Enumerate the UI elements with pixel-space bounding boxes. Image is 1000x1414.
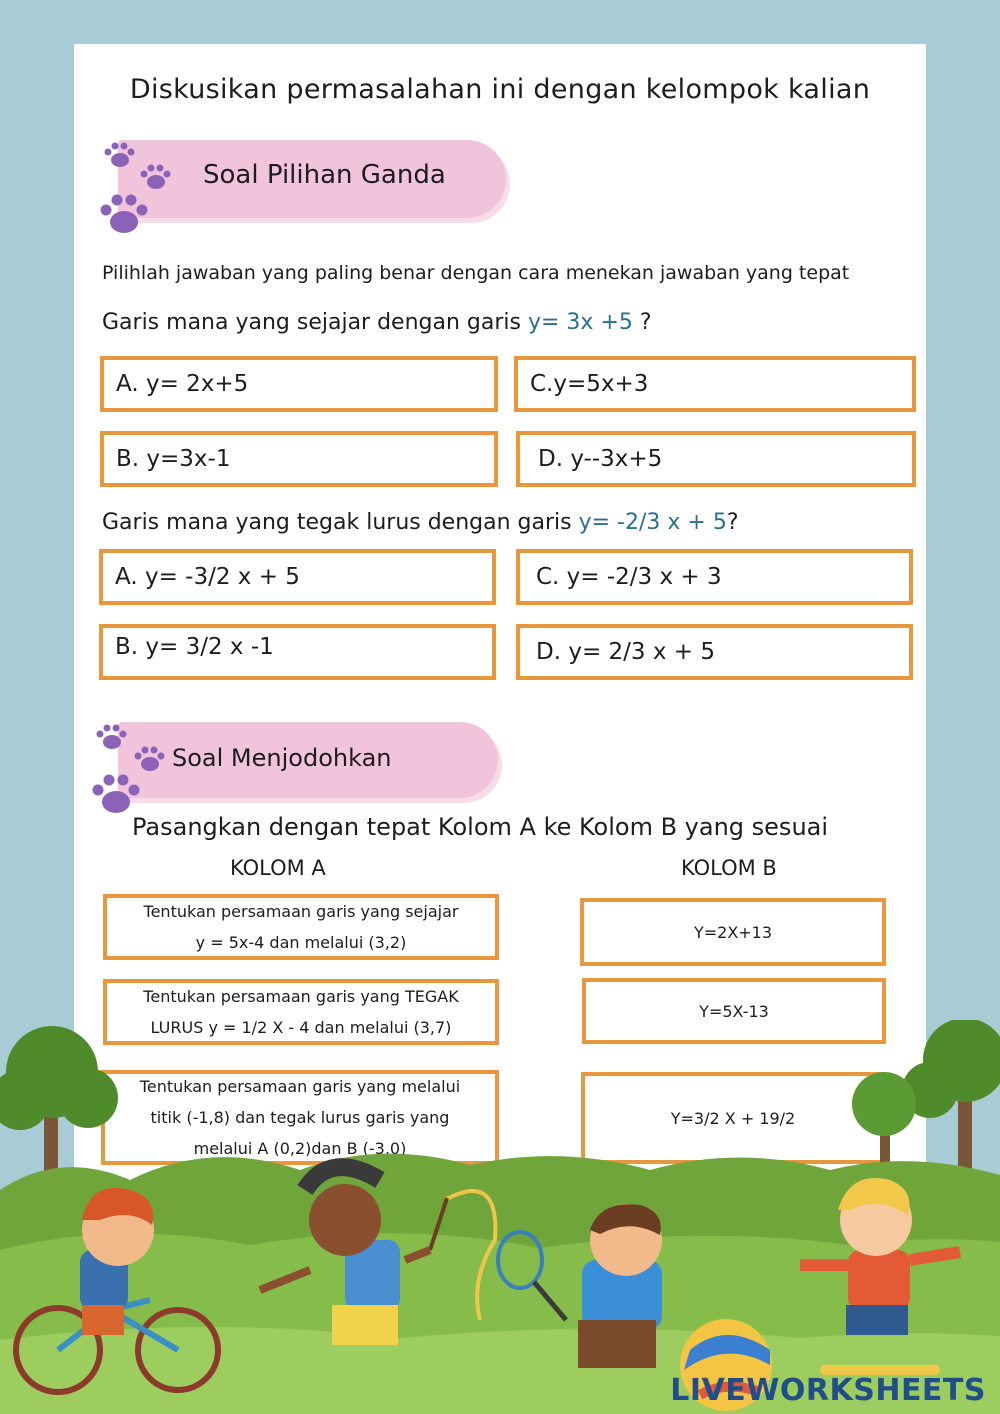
question-1-suffix: ? [632,310,652,335]
page-title: Diskusikan permasalahan ini dengan kelompok kalian [129,74,871,105]
column-a-item-line: titik (-1,8) dan tegak lurus garis yang [150,1108,450,1127]
column-b-header: KOLOM B [681,856,777,880]
column-a-item[interactable] [103,894,499,960]
q1-option-d[interactable]: D. y--3x+5 [516,431,916,487]
column-a-item-line: melalui A (0,2)dan B (-3,0) [193,1139,407,1158]
question-2-prefix: Garis mana yang tegak lurus dengan garis [102,510,579,535]
q1-option-a[interactable]: A. y= 2x+5 [100,356,498,412]
liveworksheets-logo[interactable]: LIVEWORKSHEETS [670,1373,986,1408]
column-a-item-line: Tentukan persamaan garis yang sejajar [143,902,459,921]
q1-option-c[interactable]: C.y=5x+3 [514,356,916,412]
section-title-multiple-choice: Soal Pilihan Ganda [203,160,446,190]
column-b-item[interactable]: Y=2X+13 [580,898,886,966]
question-1-equation: y= 3x +5 [527,310,633,335]
column-a-header: KOLOM A [230,856,326,880]
column-a-item-line: y = 5x-4 dan melalui (3,2) [195,933,407,952]
instruction-text: Pilihlah jawaban yang paling benar dengan cara menekan jawaban yang tepat [102,262,850,284]
question-1-prefix: Garis mana yang sejajar dengan garis [102,310,528,335]
paw-icon [92,724,172,824]
question-2 [102,510,739,535]
q1-option-b[interactable]: B. y=3x-1 [100,431,498,487]
column-a-item-line: LURUS y = 1/2 X - 4 dan melalui (3,7) [150,1018,452,1037]
q2-option-a[interactable]: A. y= -3/2 x + 5 [99,549,496,605]
column-a-item-text [144,896,459,958]
question-2-suffix: ? [726,510,739,535]
column-a-item-line: Tentukan persamaan garis yang TEGAK [143,987,459,1006]
section-title-matching: Soal Menjodohkan [172,744,392,772]
q2-option-b[interactable]: B. y= 3/2 x -1 [99,624,496,680]
q2-option-c[interactable]: C. y= -2/3 x + 3 [516,549,913,605]
column-a-item-line: Tentukan persamaan garis yang melalui [139,1077,461,1096]
question-1 [102,310,652,335]
paw-icon [100,142,180,247]
question-2-equation: y= -2/3 x + 5 [578,510,727,535]
matching-instruction: Pasangkan dengan tepat Kolom A ke Kolom B yang sesuai [132,813,829,841]
column-b-item[interactable]: Y=3/2 X + 19/2 [581,1072,885,1164]
q2-option-d[interactable]: D. y= 2/3 x + 5 [516,624,913,680]
park-illustration [0,1020,1000,1414]
column-b-item[interactable]: Y=5X-13 [582,978,886,1044]
